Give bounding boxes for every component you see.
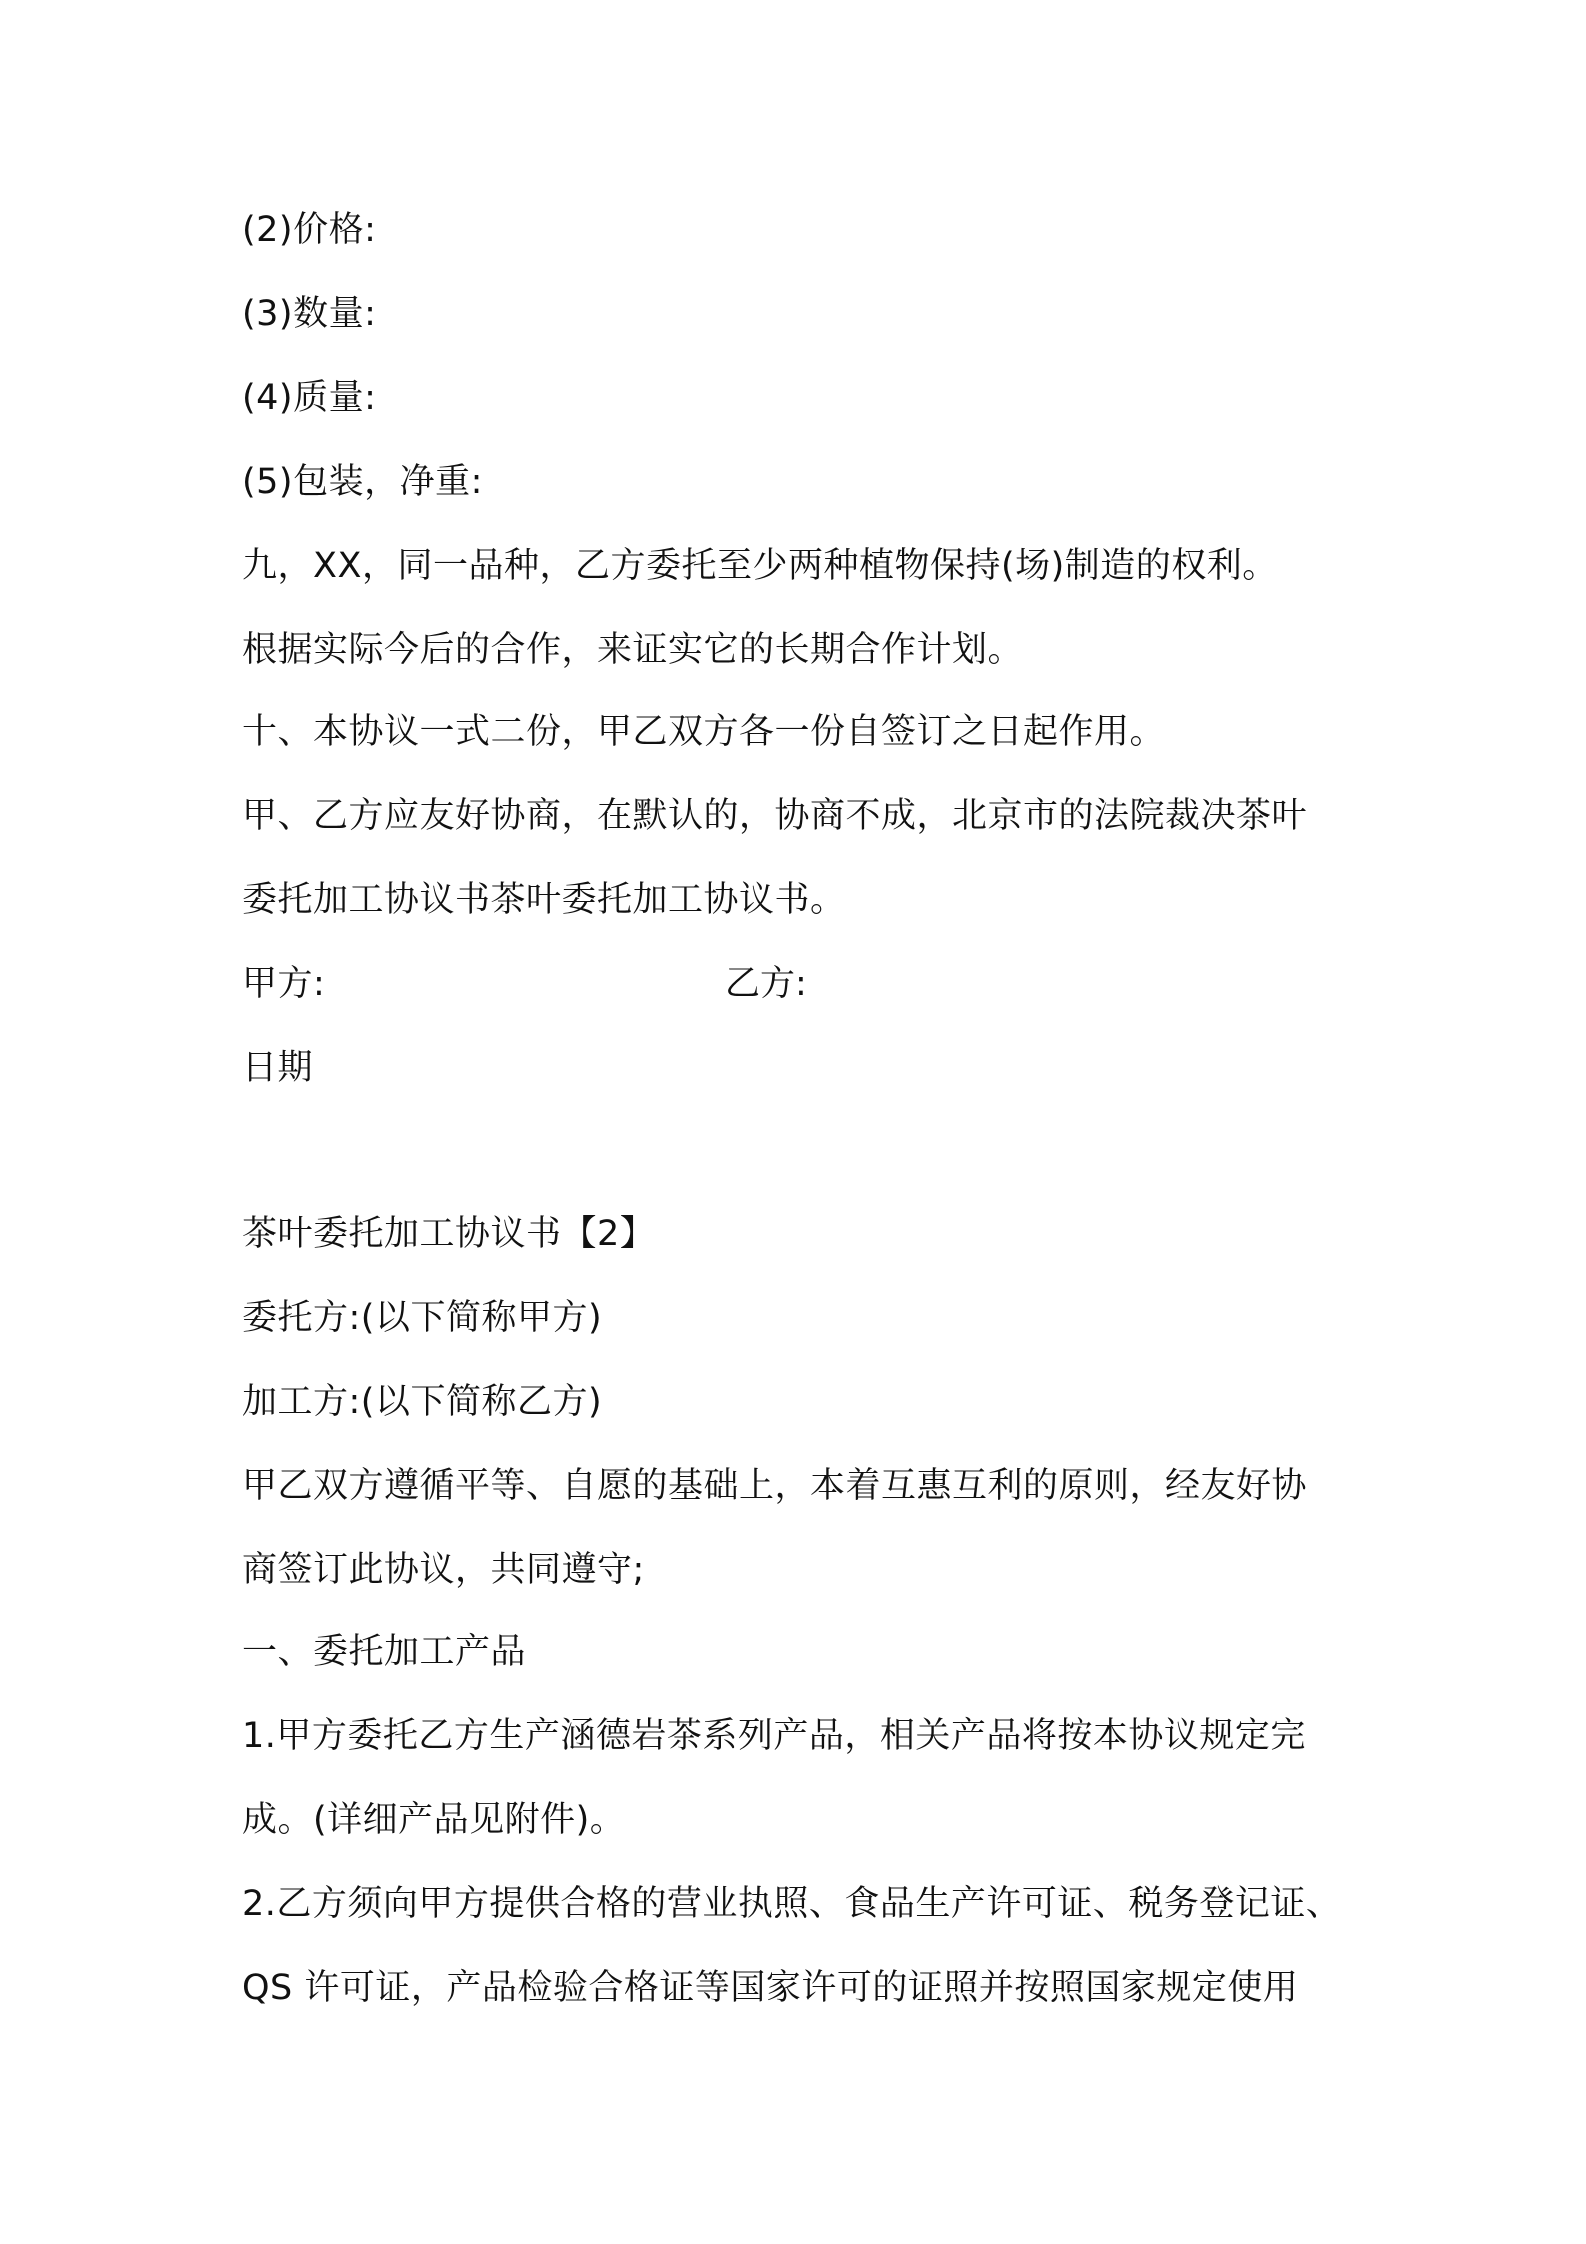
quality-item: (4)质量: — [242, 378, 377, 418]
section-1-heading: 一、委托加工产品 — [242, 1632, 527, 1672]
processor-party-line: 加工方:(以下简称乙方) — [242, 1382, 603, 1422]
agreement-2-title: 茶叶委托加工协议书【2】 — [242, 1214, 656, 1254]
item-2-line-2: QS 许可证，产品检验合格证等国家许可的证照并按照国家规定使用 — [242, 1968, 1299, 2008]
date-label: 日期 — [242, 1048, 314, 1088]
client-party-line: 委托方:(以下简称甲方) — [242, 1298, 603, 1338]
dispute-clause-line-1: 甲、乙方应友好协商，在默认的，协商不成，北京市的法院裁决茶叶 — [242, 796, 1308, 836]
item-2-line-1: 2.乙方须向甲方提供合格的营业执照、食品生产许可证、税务登记证、 — [242, 1884, 1342, 1924]
party-a-signature-label: 甲方: — [242, 964, 326, 1004]
dispute-clause-line-2: 委托加工协议书茶叶委托加工协议书。 — [242, 880, 846, 920]
clause-10: 十、本协议一式二份，甲乙双方各一份自签订之日起作用。 — [242, 712, 1166, 752]
packaging-item: (5)包装，净重: — [242, 462, 483, 502]
clause-9-line-1: 九，XX，同一品种，乙方委托至少两种植物保持(场)制造的权利。 — [242, 546, 1278, 586]
preamble-line-1: 甲乙双方遵循平等、自愿的基础上，本着互惠互利的原则，经友好协 — [242, 1466, 1308, 1506]
clause-9-line-2: 根据实际今后的合作，来证实它的长期合作计划。 — [242, 630, 1024, 670]
item-1-line-1: 1.甲方委托乙方生产涵德岩茶系列产品，相关产品将按本协议规定完 — [242, 1716, 1306, 1756]
party-b-signature-label: 乙方: — [725, 964, 807, 1004]
quantity-item: (3)数量: — [242, 294, 377, 334]
item-1-line-2: 成。(详细产品见附件)。 — [242, 1800, 626, 1840]
preamble-line-2: 商签订此协议，共同遵守; — [242, 1550, 645, 1590]
price-item: (2)价格: — [242, 210, 377, 250]
